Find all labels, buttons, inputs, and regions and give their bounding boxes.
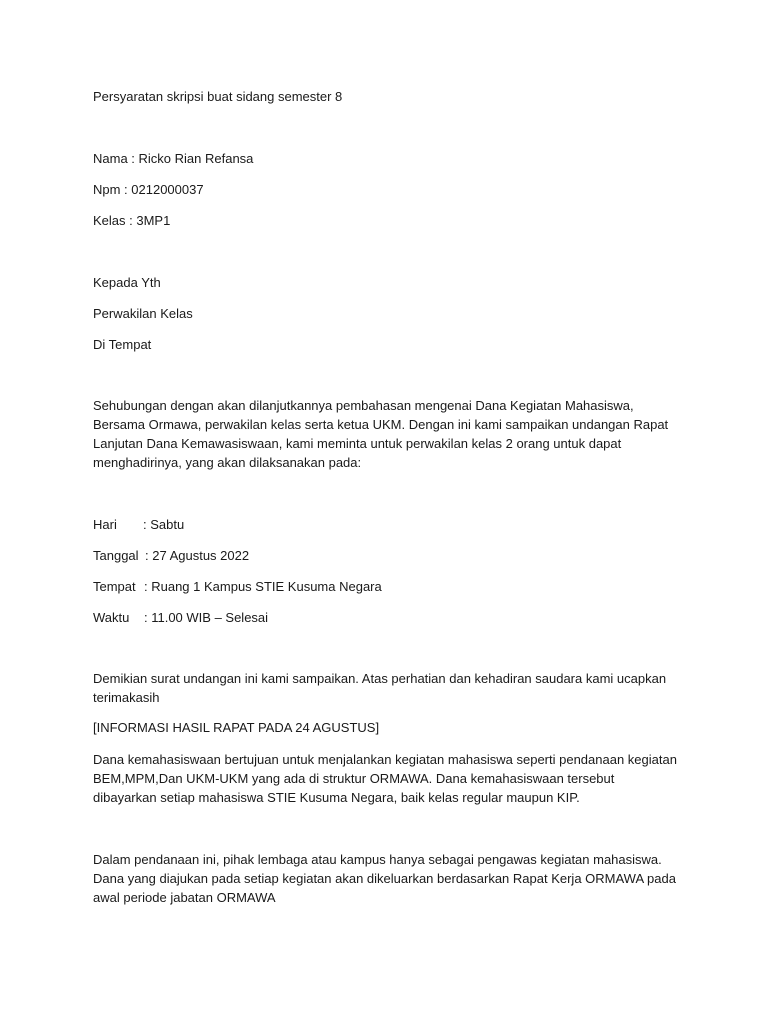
detail-place-value: : Ruang 1 Kampus STIE Kusuma Negara	[144, 579, 382, 594]
info-line: BEM,MPM,Dan UKM-UKM yang ada di struktur ORMAWA. Dana kemahasiswaan tersebut	[93, 771, 615, 786]
detail-day-label: Hari	[93, 517, 117, 532]
detail-day-value: : Sabtu	[143, 517, 185, 532]
intro-line: Lanjutan Dana Kemawasiswaan, kami meminta untuk perwakilan kelas 2 orang untuk dapat	[93, 436, 622, 451]
info-line: dibayarkan setiap mahasiswa STIE Kusuma Negara, baik kelas regular maupun KIP.	[93, 790, 580, 805]
detail-time-label: Waktu	[93, 610, 130, 625]
identity-npm: Npm : 0212000037	[93, 182, 204, 197]
document-title: Persyaratan skripsi buat sidang semester 8	[93, 89, 343, 104]
detail-place	[93, 577, 382, 596]
info-paragraph-2	[93, 850, 683, 907]
closing-line: terimakasih	[93, 690, 160, 705]
identity-name: Nama : Ricko Rian Refansa	[93, 151, 254, 166]
detail-time	[93, 608, 268, 627]
detail-date	[93, 546, 249, 565]
info-heading: [INFORMASI HASIL RAPAT PADA 24 AGUSTUS]	[93, 720, 380, 735]
intro-paragraph	[93, 396, 683, 472]
detail-date-value: : 27 Agustus 2022	[145, 548, 250, 563]
identity-class: Kelas : 3MP1	[93, 213, 171, 228]
detail-time-value: : 11.00 WIB – Selesai	[144, 610, 269, 625]
intro-line: menghadirinya, yang akan dilaksanakan pada:	[93, 455, 362, 470]
closing-line: Demikian surat undangan ini kami sampaikan. Atas perhatian dan kehadiran saudara kami ucapkan	[93, 671, 667, 686]
info-line: awal periode jabatan ORMAWA	[93, 890, 276, 905]
detail-date-label: Tanggal	[93, 548, 139, 563]
intro-line: Sehubungan dengan akan dilanjutkannya pembahasan mengenai Dana Kegiatan Mahasiswa,	[93, 398, 634, 413]
info-line: Dalam pendanaan ini, pihak lembaga atau kampus hanya sebagai pengawas kegiatan mahasiswa.	[93, 852, 662, 867]
recipient-line-3: Di Tempat	[93, 337, 152, 352]
detail-day	[93, 515, 184, 534]
recipient-line-1: Kepada Yth	[93, 275, 161, 290]
info-paragraph-1	[93, 750, 683, 807]
info-line: Dana kemahasiswaan bertujuan untuk menjalankan kegiatan mahasiswa seperti pendanaan kegiatan	[93, 752, 677, 767]
closing-paragraph	[93, 669, 683, 707]
info-line: Dana yang diajukan pada setiap kegiatan akan dikeluarkan berdasarkan Rapat Kerja ORMAWA pada	[93, 871, 676, 886]
detail-place-label: Tempat	[93, 579, 136, 594]
recipient-line-2: Perwakilan Kelas	[93, 306, 193, 321]
intro-line: Bersama Ormawa, perwakilan kelas serta ketua UKM. Dengan ini kami sampaikan undangan Rapat	[93, 417, 669, 432]
